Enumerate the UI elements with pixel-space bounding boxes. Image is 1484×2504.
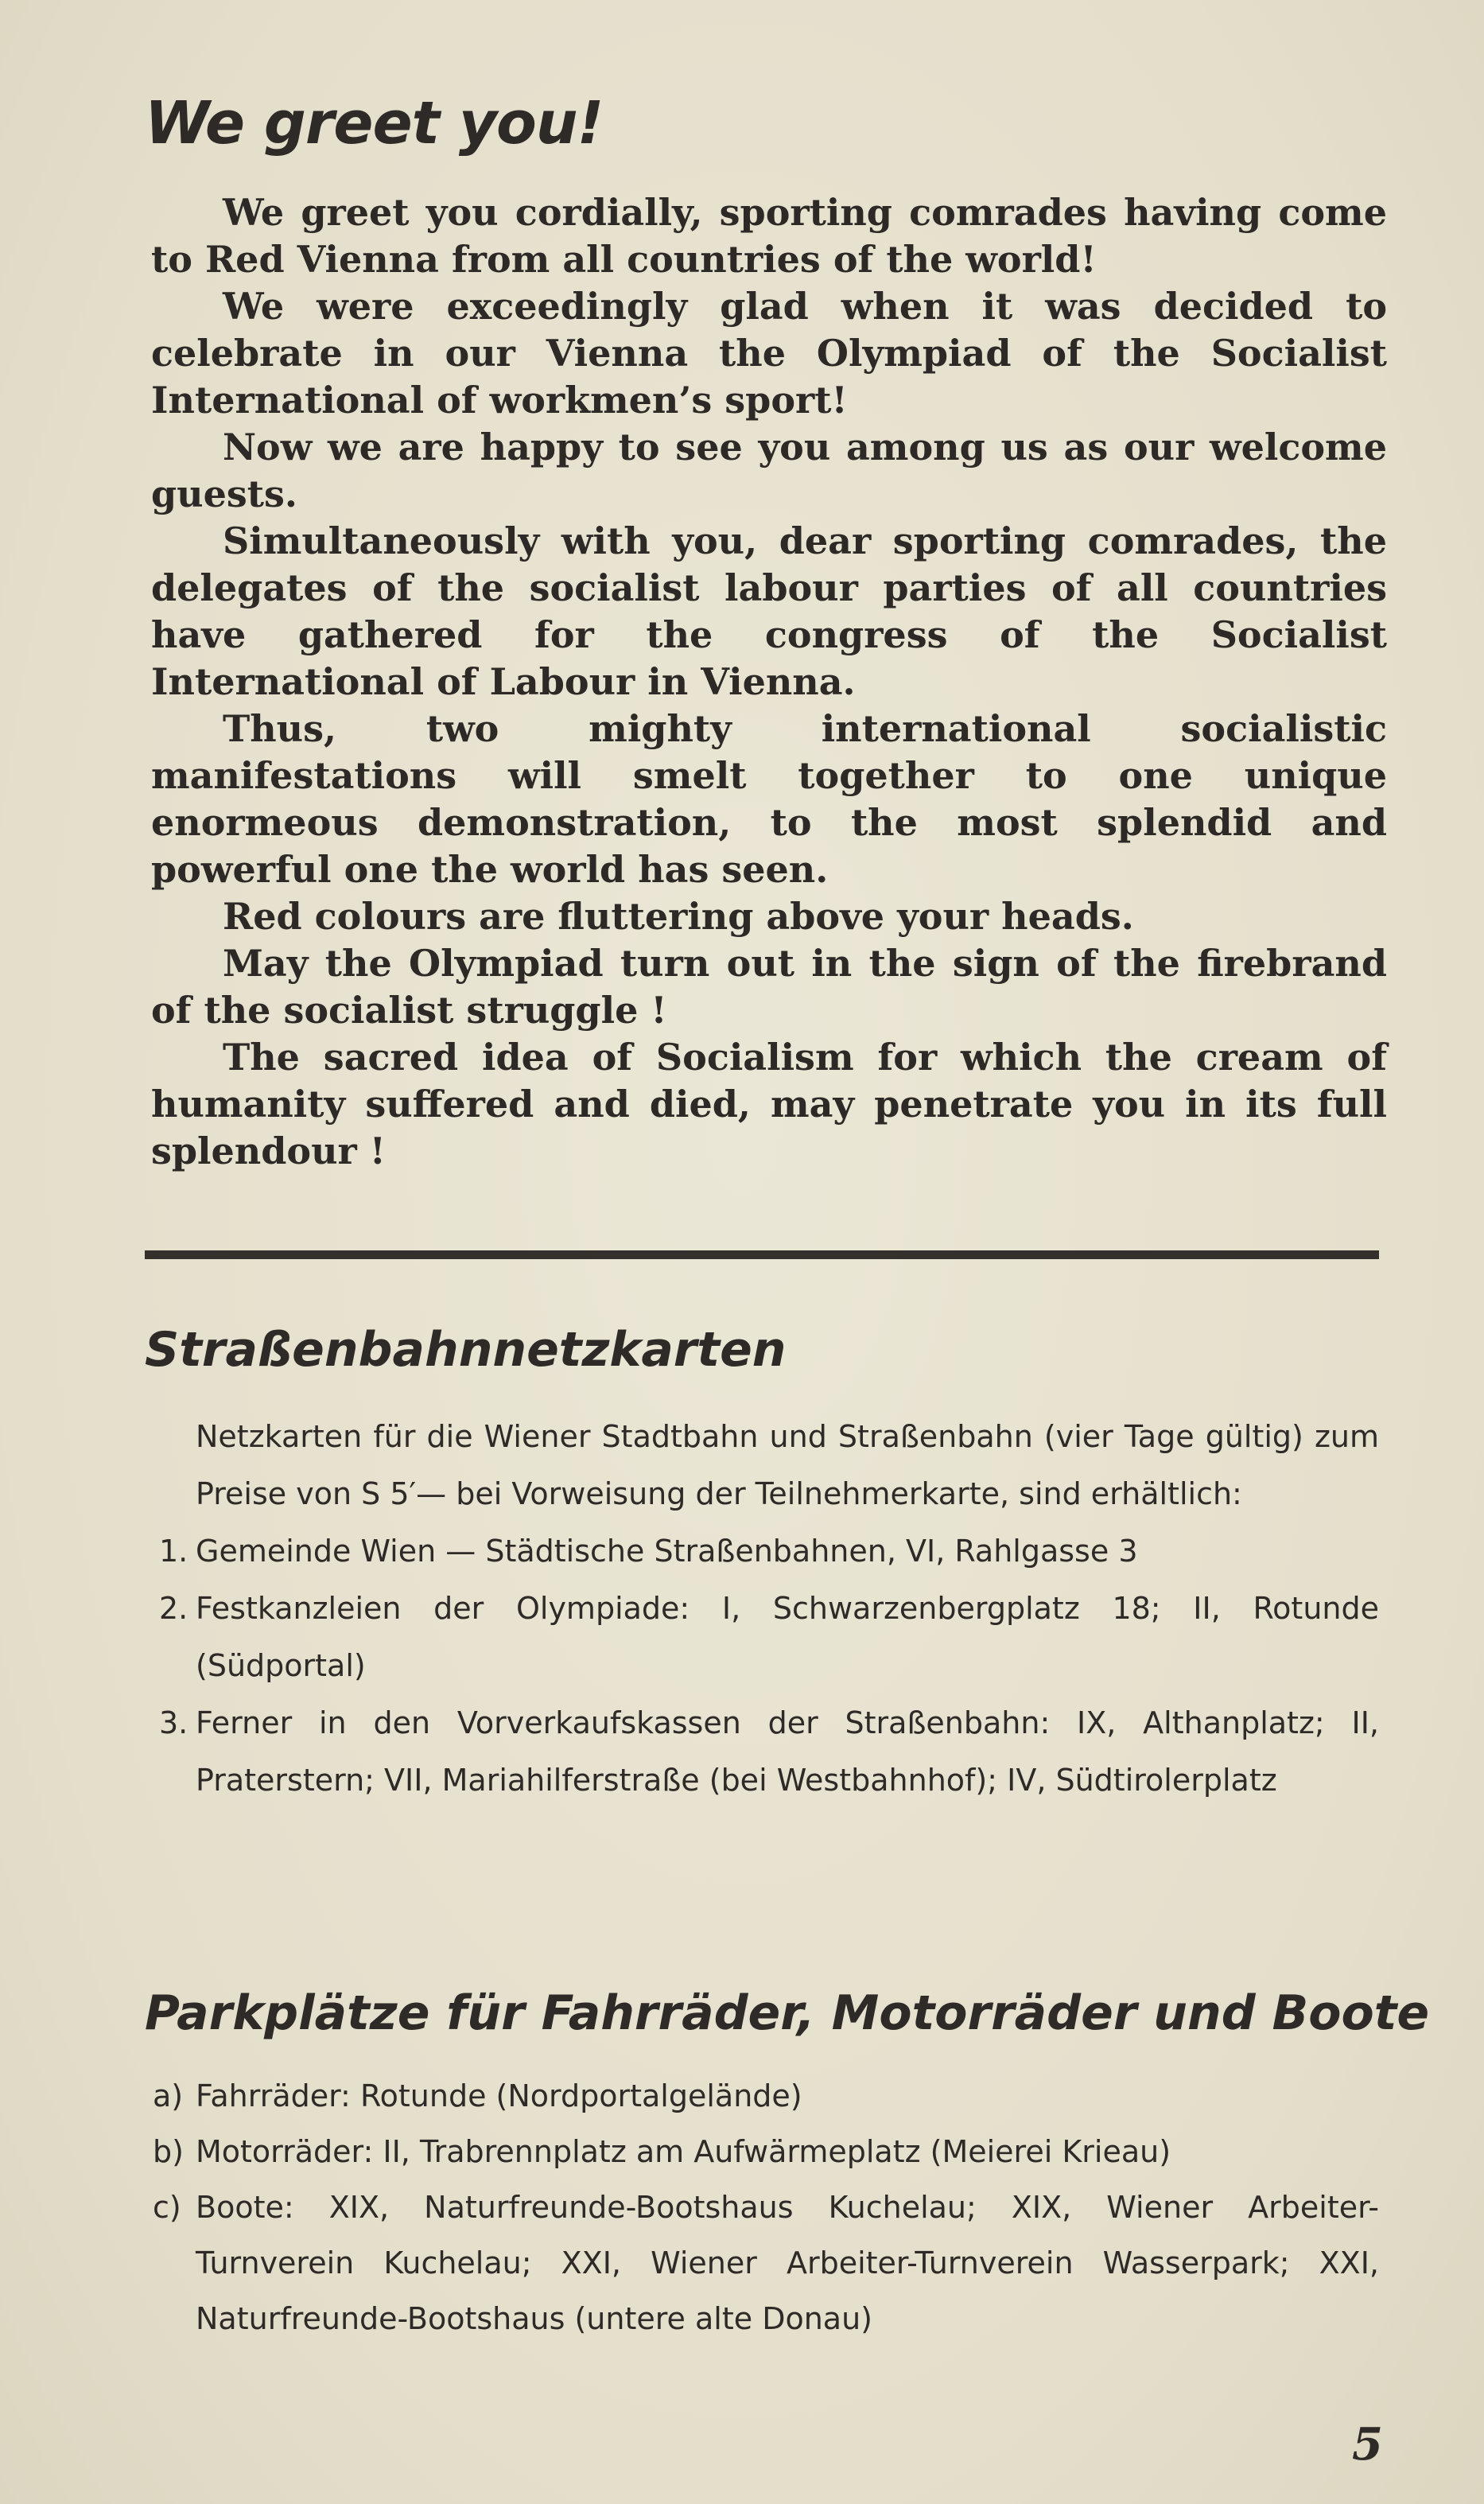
parking-item-text: Boote: XIX, Naturfreunde-Bootshaus Kuchelau; XIX, Wiener Arbeiter-Turnverein Kuchelau; XXI, Wiener Arbeiter-Turnverein Wasserpark; XXI, Naturfreunde-Bootshaus (untere alte Donau) (196, 2190, 1379, 2336)
parking-section-title: Parkplätze für Fahrräder, Motorräder und Boote (145, 1985, 1430, 2041)
greeting-paragraph: We were exceedingly glad when it was decided to celebrate in our Vienna the Olympiad of the Socialist International of workmen’s sport! (151, 285, 1387, 422)
tram-section-body (159, 1408, 1379, 1809)
greeting-paragraph: May the Olympiad turn out in the sign of the firebrand of the socialist struggle ! (151, 942, 1387, 1032)
parking-item-letter: b) (153, 2134, 184, 2169)
parking-section-body (153, 2068, 1379, 2347)
section-divider (145, 1250, 1379, 1259)
tram-item-text: Ferner in den Vorverkaufskassen der Straßenbahn: IX, Althanplatz; II, Praterstern; VII, Mariahilferstraße (bei Westbahnhof); IV, Südtirolerplatz (196, 1705, 1379, 1798)
tram-item-text: Gemeinde Wien — Städtische Straßenbahnen, VI, Rahlgasse 3 (196, 1534, 1138, 1569)
parking-item-text: Motorräder: II, Trabrennplatz am Aufwärmeplatz (Meierei Krieau) (196, 2134, 1171, 2169)
greeting-paragraph: Simultaneously with you, dear sporting comrades, the delegates of the socialist labour parties of all countries have gathered for the congress of the Socialist International of Labour in Vienna. (151, 519, 1387, 703)
tram-item-text: Festkanzleien der Olympiade: I, Schwarzenbergplatz 18; II, Rotunde (Südportal) (196, 1591, 1379, 1683)
tram-list-item (159, 1580, 1379, 1694)
greeting-paragraph: The sacred idea of Socialism for which the cream of humanity suffered and died, may penetrate you in its full splendour ! (151, 1036, 1387, 1172)
greeting-paragraph: Now we are happy to see you among us as our welcome guests. (151, 426, 1387, 515)
greeting-paragraph: We greet you cordially, sporting comrades having come to Red Vienna from all countries of the world! (151, 191, 1387, 281)
tram-list-item (159, 1694, 1379, 1809)
tram-item-number: 1. (159, 1534, 188, 1569)
parking-list-item (153, 2179, 1379, 2347)
parking-list-item (153, 2124, 1379, 2179)
parking-item-letter: a) (153, 2078, 184, 2113)
parking-item-text: Fahrräder: Rotunde (Nordportalgelände) (196, 2078, 802, 2113)
greeting-paragraph: Red colours are fluttering above your heads. (223, 895, 1134, 938)
greeting-title: We greet you! (145, 89, 604, 157)
page-number: 5 (1352, 2418, 1383, 2471)
tram-section-title: Straßenbahnnetzkarten (145, 1322, 787, 1378)
parking-item-letter: c) (153, 2190, 181, 2225)
tram-item-number: 3. (159, 1705, 188, 1740)
greeting-paragraph: Thus, two mighty international socialistic manifestations will smelt together to one unique enormeous demonstration, to the most splendid and powerful one the world has seen. (151, 707, 1387, 891)
tram-intro: Netzkarten für die Wiener Stadtbahn und Straßenbahn (vier Tage gültig) zum Preise von S 5′— bei Vorweisung der Teilnehmerkarte, sind erhältlich: (196, 1419, 1379, 1511)
parking-list-item (153, 2068, 1379, 2124)
tram-item-number: 2. (159, 1591, 188, 1626)
tram-list-item (159, 1522, 1379, 1580)
greeting-body (151, 189, 1387, 1175)
